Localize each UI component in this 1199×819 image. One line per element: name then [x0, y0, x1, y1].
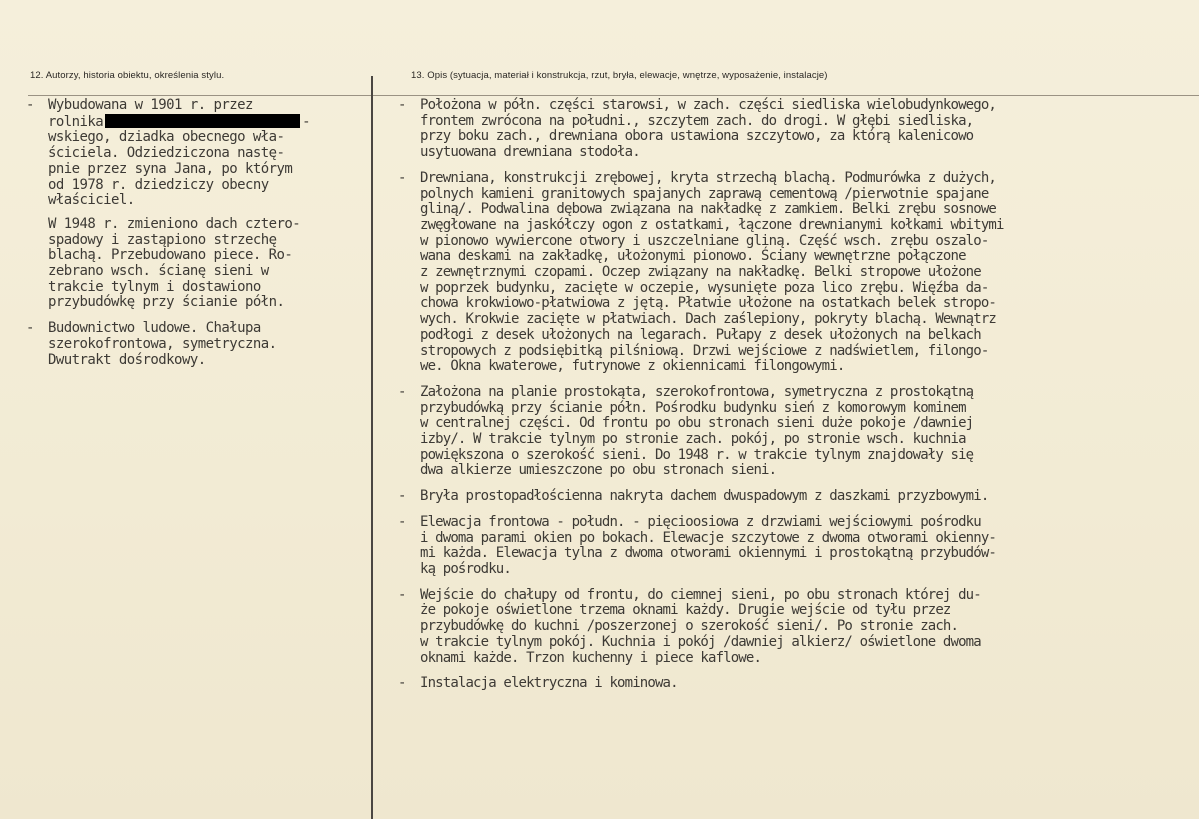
- bullet-dash: -: [26, 97, 35, 113]
- text-line: przybudówką przy ścianie półn. Pośrodku budynku sień z komorowym kominem: [420, 399, 966, 416]
- text-line: pnie przez syna Jana, po którym: [48, 160, 293, 177]
- text-line: Budownictwo ludowe. Chałupa: [48, 320, 261, 337]
- text-line: szerokofrontowa, symetryczna.: [48, 335, 277, 352]
- text-line: podłogi z desek ułożonych na legarach. Pułapy z desek ułożonych na belkach: [420, 326, 981, 343]
- column-divider: [371, 76, 373, 819]
- text-line: Wybudowana w 1901 r. przez: [48, 97, 253, 113]
- text-line: powiększona o szerokość sieni. Do 1948 r. w trakcie tylnym znajdowały się: [420, 446, 974, 463]
- text-line: polnych kamieni granitowych spajanych zaprawą cementową /pierwotnie spajane: [420, 185, 989, 202]
- text-line: przybudówkę przy ścianie półn.: [48, 294, 285, 311]
- text-line: Bryła prostopadłościenna nakryta dachem dwuspadowym z daszkami przyzbowymi.: [420, 488, 989, 505]
- section-12-heading: 12. Autorzy, historia obiektu, określenia stylu.: [30, 70, 225, 81]
- bullet-dash: -: [398, 586, 407, 603]
- text-line: Dwutrakt dośrodkowy.: [48, 351, 206, 368]
- header-divider: [28, 95, 1199, 96]
- text-fragment: rolnika: [48, 113, 104, 130]
- bullet-dash: -: [398, 513, 407, 530]
- text-line: wych. Krokwie zacięte w płatwiach. Dach zaślepiony, pokryty blachą. Wewnątrz: [420, 311, 996, 328]
- text-line: Położona w półn. części starowsi, w zach. części siedliska wielobudynkowego,: [420, 97, 996, 113]
- text-line: zebrano wsch. ścianę sieni w: [48, 263, 269, 280]
- text-line: Założona na planie prostokąta, szerokofrontowa, symetryczna z prostokątną: [420, 383, 974, 400]
- redaction-bar: [105, 114, 300, 128]
- text-line: ką pośrodku.: [420, 560, 511, 577]
- text-line: spadowy i zastąpiono strzechę: [48, 231, 277, 248]
- bullet-dash: -: [398, 169, 407, 186]
- text-line: w poprzek budynku, zacięte w oczepie, wysunięte poza lico zrębu. Więźba da-: [420, 279, 989, 296]
- text-line: wskiego, dziadka obecnego wła-: [48, 129, 285, 146]
- text-line: wana deskami na zakładkę, ułożonymi pionowo. Ściany wewnętrzne połączone: [420, 248, 966, 265]
- history-paragraph: [26, 98, 366, 311]
- text-line: gliną/. Podwalina dębowa związana na nakładkę z zamkiem. Belki zrębu sosnowe: [420, 201, 996, 218]
- text-line: i dwoma parami okien po bokach. Elewacje szczytowe z dwoma otworami okienny-: [420, 529, 996, 546]
- style-paragraph: [26, 321, 366, 368]
- text-line: frontem zwrócona na południ., szczytem zach. do drogi. W głębi siedliska,: [420, 112, 974, 129]
- text-line: przy boku zach., drewniana obora ustawiona szczytowo, za którą kalenicowo: [420, 128, 974, 145]
- text-line: usytuowana drewniana stodoła.: [420, 144, 640, 161]
- bullet-dash: -: [398, 675, 407, 692]
- text-line: mi każda. Elewacja tylna z dwoma otworami okiennymi i prostokątną przybudów-: [420, 545, 996, 562]
- description-column: [398, 98, 1190, 702]
- floor-plan-paragraph: [398, 385, 1190, 479]
- location-paragraph: [398, 98, 1190, 161]
- text-line: W 1948 r. zmieniono dach cztero-: [48, 215, 301, 232]
- text-fragment: -: [302, 113, 311, 130]
- bullet-dash: -: [398, 488, 407, 505]
- text-line: w pionowo wywiercone otwory i uszczelniane gliną. Część wsch. zrębu oszalo-: [420, 232, 989, 249]
- text-line: w trakcie tylnym pokój. Kuchnia i pokój /dawniej alkierz/ oświetlone dwoma: [420, 633, 981, 650]
- interior-paragraph: [398, 588, 1190, 667]
- massing-paragraph: [398, 489, 1190, 505]
- text-line: w centralnej części. Od frontu po obu stronach sieni duże pokoje /dawniej: [420, 415, 974, 432]
- history-column: [26, 98, 366, 378]
- text-line: dwa alkierze umieszczone po obu stronach sieni.: [420, 462, 777, 479]
- bullet-dash: -: [26, 320, 35, 337]
- text-line: stropowych z podsiębitką pilśniową. Drzwi wejściowe z nadświetlem, filongo-: [420, 342, 989, 359]
- text-line: właściciel.: [48, 192, 135, 209]
- text-line: [48, 114, 366, 131]
- text-line: we. Okna kwaterowe, futrynowe z okiennicami filongowymi.: [420, 358, 845, 375]
- text-line: oknami każde. Trzon kuchenny i piece kaflowe.: [420, 649, 762, 666]
- text-line: Instalacja elektryczna i kominowa.: [420, 675, 678, 692]
- text-line: zwęgłowane na jaskółczy ogon z ostatkami, łączone drewnianymi kołkami wbitymi: [420, 216, 1004, 233]
- text-line: trakcie tylnym i dostawiono: [48, 278, 261, 295]
- text-line: Wejście do chałupy od frontu, do ciemnej sieni, po obu stronach której du-: [420, 586, 981, 603]
- text-line: izby/. W trakcie tylnym po stronie zach. pokój, po stronie wsch. kuchnia: [420, 431, 966, 448]
- construction-paragraph: [398, 171, 1190, 375]
- text-line: ściciela. Odziedziczona nastę-: [48, 145, 285, 162]
- text-line: Drewniana, konstrukcji zrębowej, kryta strzechą blachą. Podmurówka z dużych,: [420, 169, 996, 186]
- text-line: Elewacja frontowa - połudn. - pięcioosiowa z drzwiami wejściowymi pośrodku: [420, 513, 981, 530]
- bullet-dash: -: [398, 383, 407, 400]
- text-line: chowa krokwiowo-płatwiowa z jętą. Płatwie ułożone na ostatkach belek stropo-: [420, 295, 996, 312]
- section-13-heading: 13. Opis (sytuacja, materiał i konstrukcja, rzut, bryła, elewacje, wnętrze, wyposażenie, instalacje): [411, 70, 828, 81]
- text-line: z zewnętrznymi czopami. Oczep związany na nakładkę. Belki stropowe ułożone: [420, 264, 981, 281]
- text-line: że pokoje oświetlone trzema oknami każdy. Drugie wejście od tyłu przez: [420, 602, 951, 619]
- text-line: blachą. Przebudowano piece. Ro-: [48, 247, 293, 264]
- text-line: od 1978 r. dziedziczy obecny: [48, 176, 269, 193]
- bullet-dash: -: [398, 97, 407, 113]
- elevations-paragraph: [398, 515, 1190, 578]
- installations-paragraph: [398, 676, 1190, 692]
- text-line: przybudówkę do kuchni /poszerzonej o szerokość sieni/. Po stronie zach.: [420, 618, 959, 635]
